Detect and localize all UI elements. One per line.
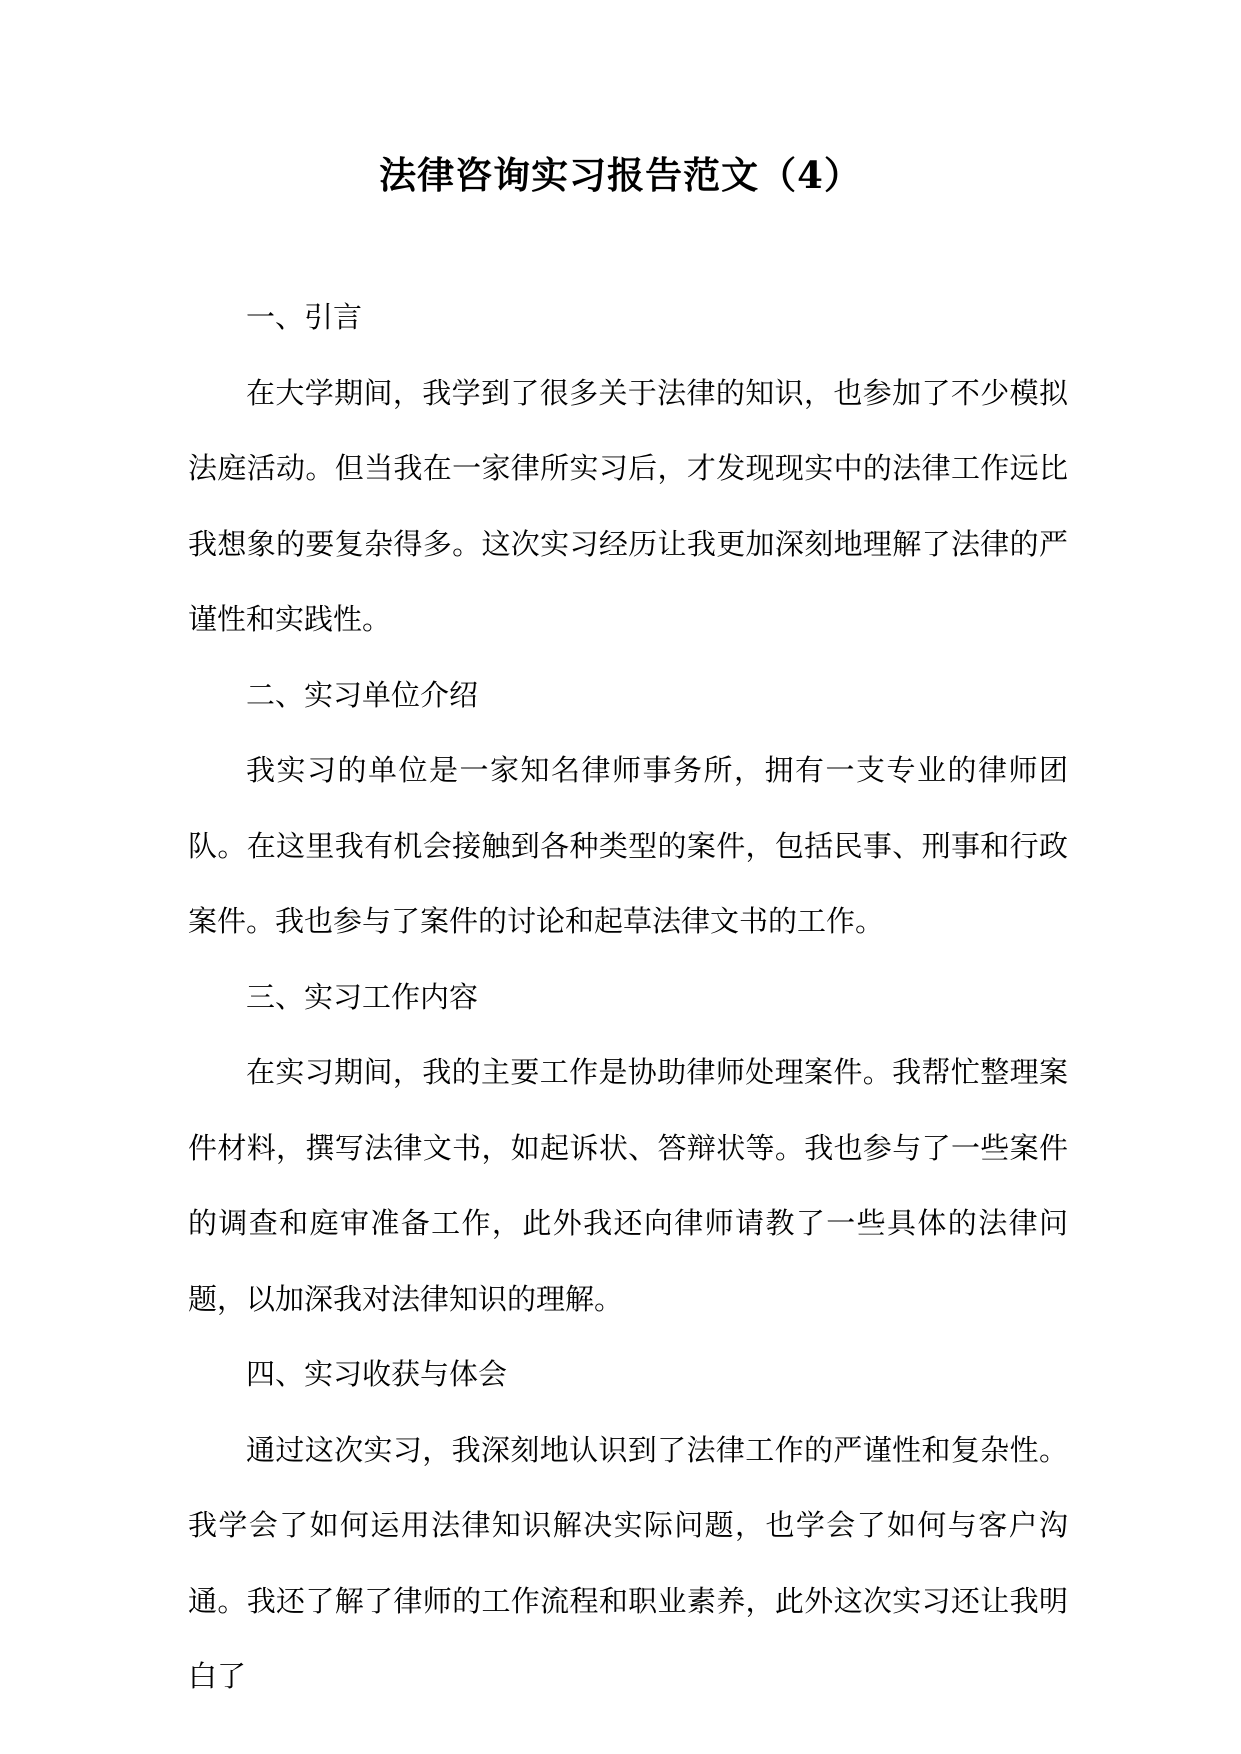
section-heading-intro: 一、引言 [246, 300, 363, 334]
section-paragraph-unit: 我实习的单位是一家知名律师事务所，拥有一支专业的律师团队。在这里我有机会接触到各种类型的案件，包括民事、刑事和行政案件。我也参与了案件的讨论和起草法律文书的工作。 [188, 753, 1068, 938]
section-heading-gains: 四、实习收获与体会 [246, 1357, 508, 1391]
section-heading-work: 三、实习工作内容 [246, 979, 479, 1014]
section-paragraph-work: 在实习期间，我的主要工作是协助律师处理案件。我帮忙整理案件材料，撰写法律文书，如起诉状、答辩状等。我也参与了一些案件的调查和庭审准备工作，此外我还向律师请教了一些具体的法律问题，以加深我对法律知识的理解。 [188, 1055, 1068, 1316]
document-title: 法律咨询实习报告范文（4） [379, 153, 862, 197]
document-body [188, 280, 1068, 1715]
section-paragraph-gains: 通过这次实习，我深刻地认识到了法律工作的严谨性和复杂性。我学会了如何运用法律知识解决实际问题，也学会了如何与客户沟通。我还了解了律师的工作流程和职业素养，此外这次实习还让我明白了 [188, 1432, 1068, 1693]
section-paragraph-intro: 在大学期间，我学到了很多关于法律的知识，也参加了不少模拟法庭活动。但当我在一家律所实习后，才发现现实中的法律工作远比我想象的要复杂得多。这次实习经历让我更加深刻地理解了法律的严谨性和实践性。 [188, 375, 1068, 636]
section-heading-unit: 二、实习单位介绍 [246, 677, 479, 712]
